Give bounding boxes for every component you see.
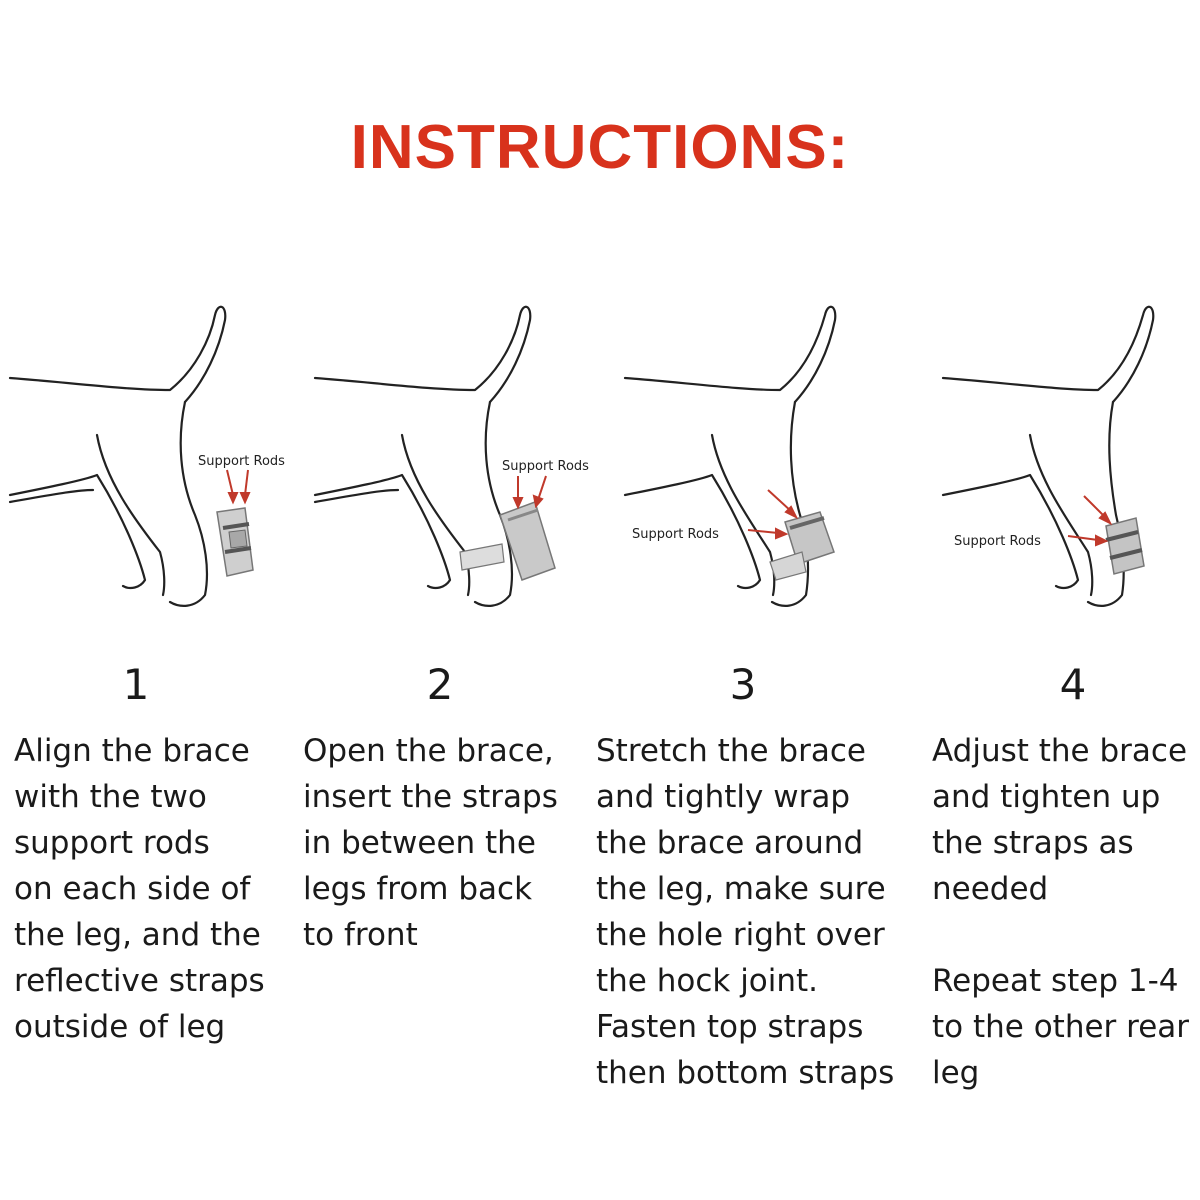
spacer xyxy=(932,912,1189,958)
description-line: Adjust the brace xyxy=(932,733,1188,769)
description-line: support rods xyxy=(14,825,210,861)
description-line: the brace around xyxy=(596,825,864,861)
arrow-icon xyxy=(514,476,546,507)
step-2-number: 2 xyxy=(426,660,454,709)
step-2-description xyxy=(303,728,558,958)
description-line: in between the xyxy=(303,825,536,861)
description-line: reflective straps xyxy=(14,963,265,999)
dog-hind-leg-brace-open-image xyxy=(310,290,610,630)
brace-piece xyxy=(770,512,834,580)
step-2-illustration xyxy=(310,290,610,630)
dog-hind-leg-brace-fastened-image xyxy=(938,290,1200,630)
description-line: legs from back xyxy=(303,871,533,907)
step-3-description xyxy=(596,728,894,1096)
description-line: the leg, make sure xyxy=(596,871,886,907)
description-line: Open the brace, xyxy=(303,733,554,769)
page-title: INSTRUCTIONS: xyxy=(350,113,850,182)
description-line: then bottom straps xyxy=(596,1055,895,1091)
description-line: to the other rear xyxy=(932,1009,1190,1045)
description-line: insert the straps xyxy=(303,779,558,815)
description-line: the hole right over xyxy=(596,917,885,953)
description-line: needed xyxy=(932,871,1049,907)
step-1-description xyxy=(14,728,265,1050)
description-line: leg xyxy=(932,1055,980,1091)
arrow-icon xyxy=(1068,496,1110,545)
description-line: and tightly wrap xyxy=(596,779,851,815)
description-line: to front xyxy=(303,917,418,953)
support-rods-label: Support Rods xyxy=(198,454,285,469)
step-4-description xyxy=(932,728,1189,1096)
description-line: the hock joint. xyxy=(596,963,819,999)
step-3-number: 3 xyxy=(729,660,757,709)
brace-piece xyxy=(217,508,253,576)
description-line: the straps as xyxy=(932,825,1134,861)
description-line: with the two xyxy=(14,779,207,815)
description-line: Fasten top straps xyxy=(596,1009,864,1045)
description-line: outside of leg xyxy=(14,1009,226,1045)
step-1-illustration xyxy=(5,290,305,630)
arrow-icon xyxy=(227,470,249,502)
support-rods-label: Support Rods xyxy=(632,527,719,542)
description-line: Stretch the brace xyxy=(596,733,866,769)
support-rods-label: Support Rods xyxy=(954,534,1041,549)
support-rods-label: Support Rods xyxy=(502,459,589,474)
description-line: Repeat step 1-4 xyxy=(932,963,1179,999)
step-4-illustration xyxy=(938,290,1200,630)
step-3-illustration xyxy=(620,290,920,630)
description-line: the leg, and the xyxy=(14,917,261,953)
dog-hind-leg-brace-wrapped-image xyxy=(620,290,920,630)
step-4-number: 4 xyxy=(1059,660,1087,709)
step-1-number: 1 xyxy=(122,660,150,709)
dog-hind-leg-brace-aligned-image xyxy=(5,290,305,630)
brace-piece xyxy=(1106,518,1144,574)
description-line: on each side of xyxy=(14,871,251,907)
description-line: and tighten up xyxy=(932,779,1161,815)
description-line: Align the brace xyxy=(14,733,250,769)
